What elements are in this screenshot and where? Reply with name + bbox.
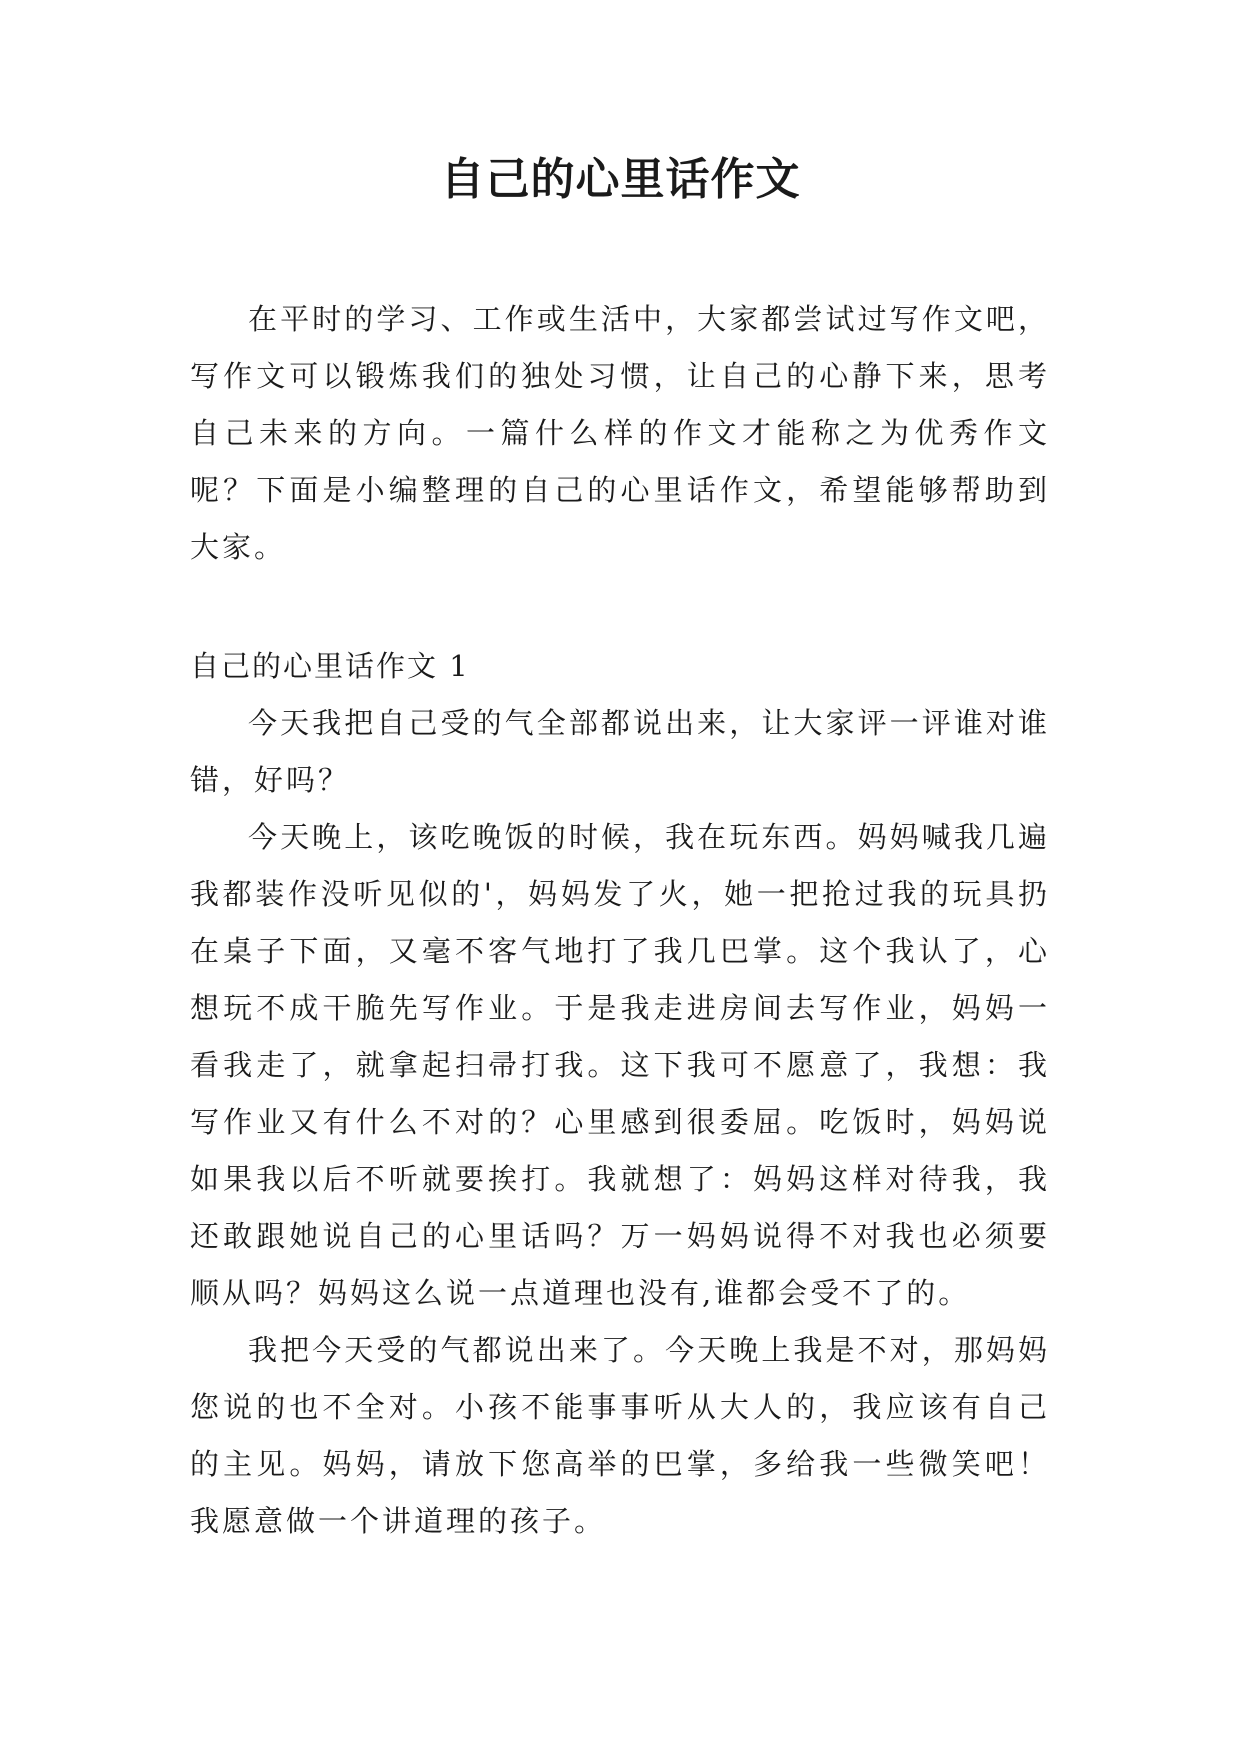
essay-paragraph-2: 今天晚上，该吃晚饭的时候，我在玩东西。妈妈喊我几遍我都装作没听见似的'，妈妈发了火，她一把抢过我的玩具扔在桌子下面，又毫不客气地打了我几巴掌。这个我认了，心想玩不成干脆先写作业。于是我走进房间去写作业，妈妈一看我走了，就拿起扫帚打我。这下我可不愿意了，我想：我写作业又有什么不对的？心里感到很委屈。吃饭时，妈妈说如果我以后不听就要挨打。我就想了：妈妈这样对待我，我还敢跟她说自己的心里话吗？万一妈妈说得不对我也必须要顺从吗？妈妈这么说一点道理也没有,谁都会受不了的。 (190, 820, 1050, 1310)
section-heading: 自己的心里话作文 1 (190, 649, 470, 683)
document-title: 自己的心里话作文 (440, 154, 801, 205)
intro-block (190, 291, 1050, 576)
essay-paragraph-1: 今天我把自己受的气全部都说出来，让大家评一评谁对谁错，好吗？ (190, 706, 1050, 797)
intro-paragraph: 在平时的学习、工作或生活中，大家都尝试过写作文吧，写作文可以锻炼我们的独处习惯，让自己的心静下来，思考自己未来的方向。一篇什么样的作文才能称之为优秀作文呢？下面是小编整理的自己的心里话作文，希望能够帮助到大家。 (190, 302, 1050, 564)
essay-section (190, 638, 1050, 1550)
essay-paragraph-3: 我把今天受的气都说出来了。今天晚上我是不对，那妈妈您说的也不全对。小孩不能事事听从大人的，我应该有自己的主见。妈妈，请放下您高举的巴掌，多给我一些微笑吧！我愿意做一个讲道理的孩子。 (190, 1333, 1050, 1538)
